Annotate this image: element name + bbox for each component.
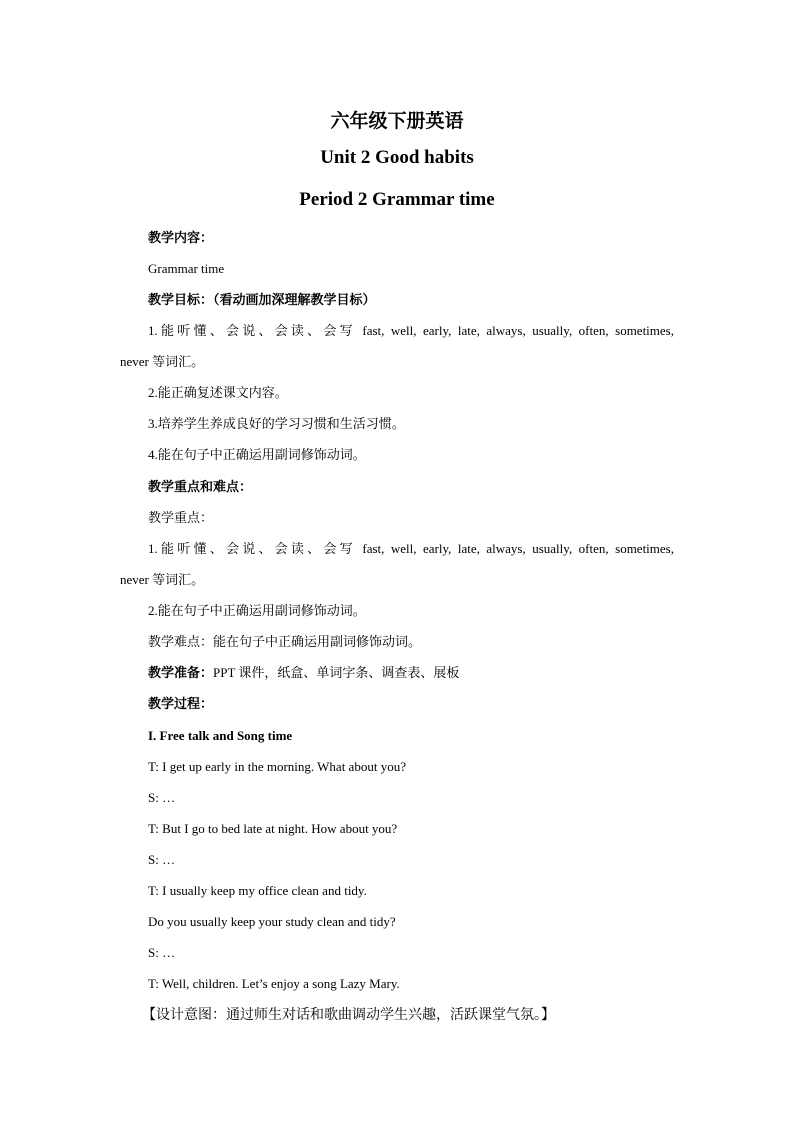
dialogue-line-6: Do you usually keep your study clean and tidy? — [148, 914, 396, 929]
dialogue-line-7: S: … — [148, 945, 176, 960]
preparation-label: 教学准备： — [148, 665, 214, 680]
difficulty-text: 教学难点：能在句子中正确运用副词修饰动词。 — [148, 634, 422, 649]
focus-1-line1: 1.能听懂、会说、会读、会写 fast, well, early, late, always, usually, often, sometimes, — [148, 541, 674, 556]
objective-3: 3.培养学生养成良好的学习习惯和生活习惯。 — [148, 416, 405, 431]
dialogue-line-3: T: But I go to bed late at night. How about you? — [148, 821, 398, 836]
focus-1-line2: never 等词汇。 — [120, 572, 205, 587]
key-points-label: 教学重点和难点： — [148, 479, 253, 494]
dialogue-line-2: S: … — [148, 790, 176, 805]
preparation-text: PPT 课件，纸盒、单词字条、调查表、展板 — [213, 665, 460, 680]
objective-1-line2: never 等词汇。 — [120, 354, 205, 369]
content-text: Grammar time — [148, 261, 225, 276]
objective-2: 2.能正确复述课文内容。 — [148, 385, 288, 400]
process-label: 教学过程： — [148, 696, 214, 711]
dialogue-line-5: T: I usually keep my office clean and tidy. — [148, 883, 367, 898]
section-1-title: I. Free talk and Song time — [148, 728, 293, 743]
preparation-line — [148, 664, 459, 682]
period-title: Period 2 Grammar time — [299, 189, 495, 210]
focus-2: 2.能在句子中正确运用副词修饰动词。 — [148, 603, 366, 618]
objective-1-line1: 1.能听懂、会说、会读、会写 fast, well, early, late, always, usually, often, sometimes, — [148, 323, 674, 338]
content-label: 教学内容： — [148, 230, 214, 245]
dialogue-line-1: T: I get up early in the morning. What about you? — [148, 759, 406, 774]
dialogue-line-8: T: Well, children. Let’s enjoy a song Lazy Mary. — [148, 976, 400, 991]
dialogue-line-4: S: … — [148, 852, 176, 867]
unit-title: Unit 2 Good habits — [320, 147, 474, 168]
focus-label: 教学重点： — [148, 510, 214, 525]
design-note: 【设计意图：通过师生对话和歌曲调动学生兴趣，活跃课堂气氛。】 — [142, 1008, 555, 1023]
document-title: 六年级下册英语 — [330, 110, 464, 132]
objectives-label: 教学目标：（看动画加深理解教学目标） — [148, 292, 376, 307]
objective-4: 4.能在句子中正确运用副词修饰动词。 — [148, 447, 366, 462]
